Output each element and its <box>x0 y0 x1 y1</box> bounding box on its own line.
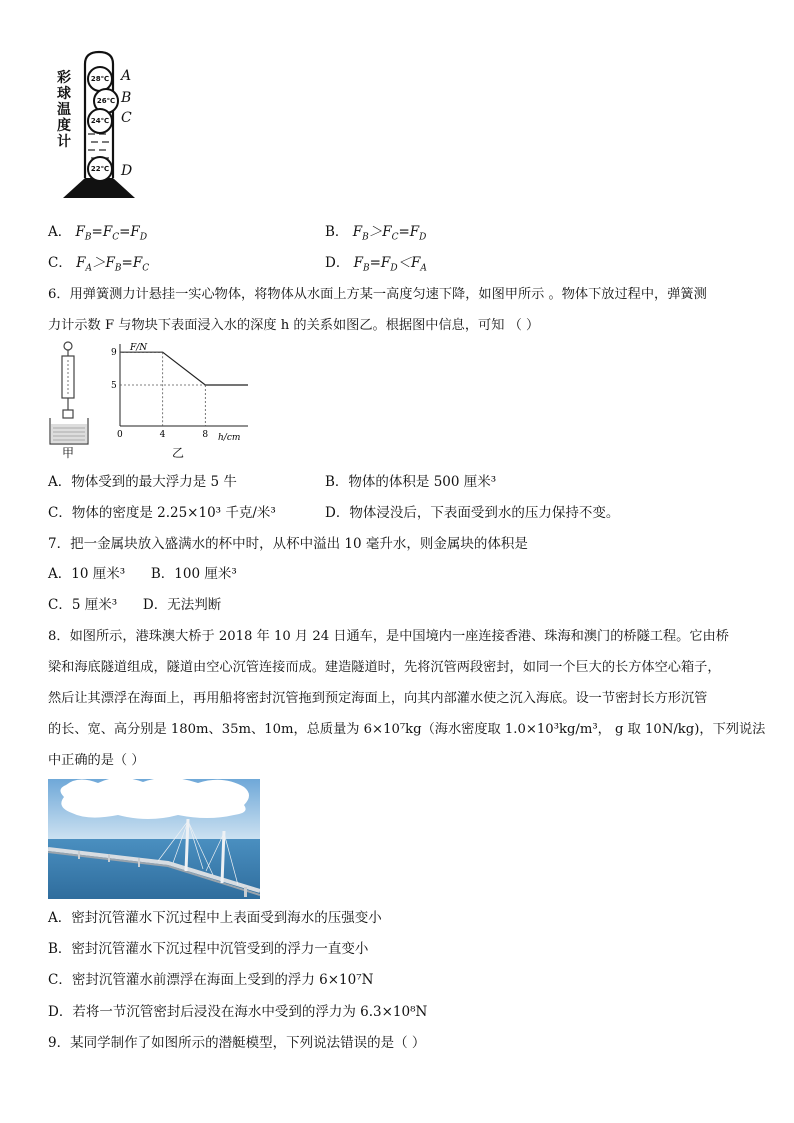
y-tick-label-9: 9 <box>111 348 117 359</box>
q6-option-b[interactable]: B．物体的体积是 500 厘米³ <box>325 474 497 490</box>
q7-options-cd[interactable]: C．5 厘米³ D．无法判断 <box>48 597 222 613</box>
q8-option-a[interactable]: A．密封沉管灌水下沉过程中上表面受到海水的压强变小 <box>48 910 382 926</box>
x-tick-label-8: 8 <box>202 430 209 440</box>
data-line <box>120 352 248 385</box>
q7-options-ab[interactable]: A．10 厘米³ B．100 厘米³ <box>48 566 237 582</box>
q8-stem-line5: 中正确的是（ ） <box>48 753 145 768</box>
q5-option-a[interactable] <box>48 222 147 248</box>
label-c: C <box>121 110 132 126</box>
q8-option-c[interactable]: C．密封沉管灌水前漂浮在海面上受到的浮力 6×10⁷N <box>48 972 374 988</box>
q5-option-c[interactable] <box>48 253 149 279</box>
q8-stem-line4: 的长、宽、高分别是 180m、35m、10m，总质量为 6×10⁷kg（海水密度取 1.0×10³kg/m³， g 取 10N/kg)，下列说法 <box>48 722 766 737</box>
q5-option-d[interactable] <box>325 253 427 279</box>
bridge-photo-drawing <box>48 779 260 899</box>
ball-b-temp: 26℃ <box>96 97 116 105</box>
x-axis-label: h/cm <box>218 433 241 443</box>
q5-option-b-formula: $F_B>F_C=F_D$ <box>352 224 427 243</box>
q6-option-c[interactable]: C．物体的密度是 2.25×10³ 千克/米³ <box>48 505 276 521</box>
bridge-photo <box>48 779 260 899</box>
ball-a-temp: 28℃ <box>90 75 110 83</box>
q8-stem-line1: 8．如图所示，港珠澳大桥于 2018 年 10 月 24 日通车，是中国境内一座连接香港、珠海和澳门的桥隧工程。它由桥 <box>48 629 729 644</box>
q6-stem-line1: 6．用弹簧测力计悬挂一实心物体，将物体从水面上方某一高度匀速下降，如图甲所示 。物体下放过程中，弹簧测 <box>48 287 707 302</box>
x-tick-label-4: 4 <box>159 430 166 440</box>
q6-option-a[interactable]: A．物体受到的最大浮力是 5 牛 <box>48 474 237 490</box>
q5-option-d-formula: $F_B=F_D<F_A$ <box>353 255 427 274</box>
f-h-chart-svg <box>108 340 258 460</box>
ball-c <box>87 108 113 134</box>
q9-stem: 9．某同学制作了如图所示的潜艇模型，下列说法错误的是（ ） <box>48 1035 426 1051</box>
x-tick-label-0: 0 <box>117 430 123 440</box>
q8-option-d[interactable]: D．若将一节沉管密封后浸没在海水中受到的浮力为 6.3×10⁸N <box>48 1004 428 1020</box>
spring-scale-drawing <box>48 340 98 460</box>
ball-d-temp: 22℃ <box>90 165 110 173</box>
q5-option-c-formula: $F_A>F_B=F_C$ <box>76 255 150 274</box>
q5-option-d-prefix: D． <box>325 255 350 271</box>
ball-d <box>87 156 113 182</box>
q5-option-b-prefix: B． <box>325 224 349 240</box>
q8-option-b[interactable]: B．密封沉管灌水下沉过程中沉管受到的浮力一直变小 <box>48 941 369 957</box>
q5-option-a-formula: $F_B=F_C=F_D$ <box>75 224 148 243</box>
q7-stem: 7．把一金属块放入盛满水的杯中时，从杯中溢出 10 毫升水，则金属块的体积是 <box>48 536 528 552</box>
figure-yi-label: 乙 <box>172 446 185 460</box>
thermometer-figure <box>55 48 145 210</box>
figure-jia-label: 甲 <box>62 446 75 460</box>
q8-stem-line2: 梁和海底隧道组成，隧道由空心沉管连接而成。建造隧道时，先将沉管两段密封，如同一个巨大的长方体空心箱子， <box>48 660 721 675</box>
y-axis-label: F/N <box>130 343 148 353</box>
q5-option-b[interactable] <box>325 222 426 248</box>
q6-stem-line2: 力计示数 F 与物块下表面浸入水的深度 h 的关系如图乙。根据图中信息，可知 （ ） <box>48 318 540 333</box>
q8-stem-line3: 然后让其漂浮在海面上，再用船将密封沉管拖到预定海面上，向其内部灌水使之沉入海底。设一节密封长方形沉管 <box>48 691 708 706</box>
label-b: B <box>121 90 132 106</box>
label-a: A <box>121 68 132 84</box>
ball-c-temp: 24℃ <box>90 117 110 125</box>
q5-option-c-prefix: C． <box>48 255 72 271</box>
y-tick-label-5: 5 <box>111 381 117 391</box>
label-d: D <box>121 163 133 179</box>
f-h-chart <box>108 340 258 460</box>
q6-option-d[interactable]: D．物体浸没后，下表面受到水的压力保持不变。 <box>325 505 620 521</box>
thermometer-vertical-label: 彩 球 温 度 计 <box>57 70 71 150</box>
q5-option-a-prefix: A． <box>48 224 72 240</box>
spring-scale-figure <box>48 340 98 460</box>
